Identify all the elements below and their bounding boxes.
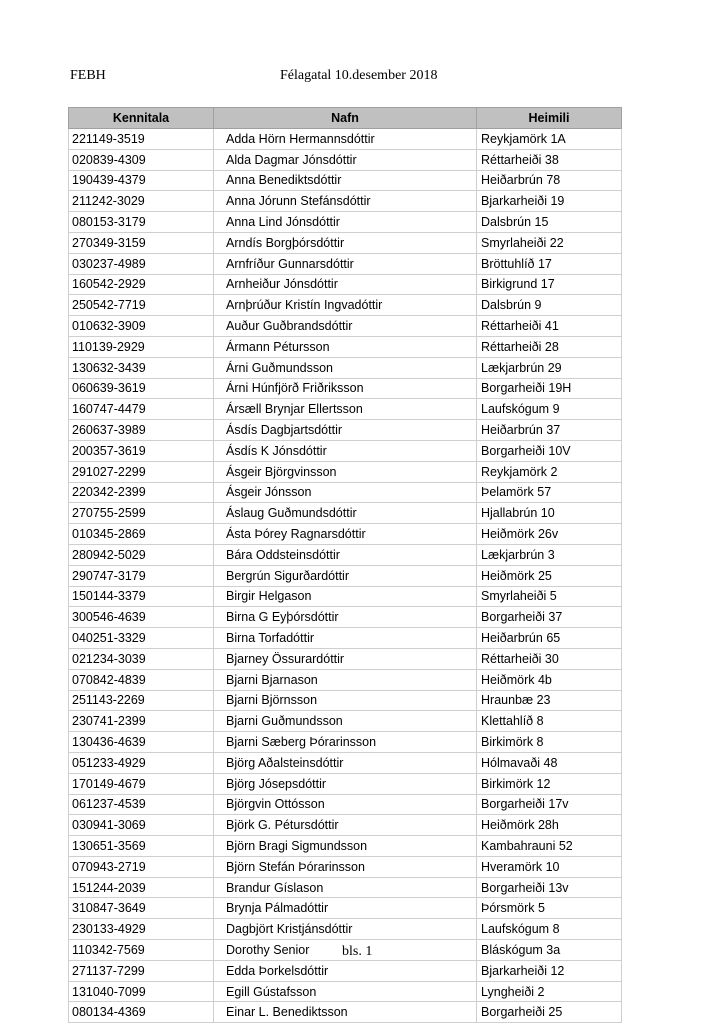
kennitala-cell: 131040-7099 (69, 981, 214, 1002)
kennitala-cell: 130436-4639 (69, 732, 214, 753)
table-row (69, 565, 622, 586)
name-cell: Auður Guðbrandsdóttir (214, 316, 477, 337)
address-cell: Smyrlaheiði 5 (477, 586, 622, 607)
name-cell: Árni Guðmundsson (214, 357, 477, 378)
kennitala-cell: 130632-3439 (69, 357, 214, 378)
kennitala-cell: 030237-4989 (69, 253, 214, 274)
kennitala-cell: 220342-2399 (69, 482, 214, 503)
table-row (69, 191, 622, 212)
table-row (69, 336, 622, 357)
address-cell: Heiðarbrún 78 (477, 170, 622, 191)
name-cell: Bára Oddsteinsdóttir (214, 544, 477, 565)
kennitala-cell: 221149-3519 (69, 129, 214, 150)
table-row (69, 274, 622, 295)
table-row (69, 461, 622, 482)
table-row (69, 316, 622, 337)
name-cell: Ásta Þórey Ragnarsdóttir (214, 524, 477, 545)
table-row (69, 628, 622, 649)
name-cell: Arndís Borgþórsdóttir (214, 232, 477, 253)
address-cell: Dalsbrún 15 (477, 212, 622, 233)
table-row (69, 232, 622, 253)
kennitala-cell: 290747-3179 (69, 565, 214, 586)
name-cell: Björn Stefán Þórarinsson (214, 856, 477, 877)
table-row (69, 773, 622, 794)
address-cell: Dalsbrún 9 (477, 295, 622, 316)
member-table (68, 107, 622, 1023)
kennitala-cell: 271137-7299 (69, 960, 214, 981)
address-cell: Laufskógum 9 (477, 399, 622, 420)
address-cell: Reykjamörk 1A (477, 129, 622, 150)
member-table-header (69, 108, 622, 129)
name-cell: Brandur Gíslason (214, 877, 477, 898)
name-cell: Einar L. Benediktsson (214, 1002, 477, 1023)
kennitala-cell: 211242-3029 (69, 191, 214, 212)
table-row (69, 357, 622, 378)
kennitala-cell: 310847-3649 (69, 898, 214, 919)
address-cell: Þórsmörk 5 (477, 898, 622, 919)
address-cell: Lækjarbrún 3 (477, 544, 622, 565)
address-cell: Bjarkarheiði 12 (477, 960, 622, 981)
kennitala-cell: 030941-3069 (69, 815, 214, 836)
kennitala-cell: 080134-4369 (69, 1002, 214, 1023)
address-cell: Réttarheiði 30 (477, 648, 622, 669)
name-cell: Birna Torfadóttir (214, 628, 477, 649)
name-cell: Árni Húnfjörð Friðriksson (214, 378, 477, 399)
table-row (69, 586, 622, 607)
address-cell: Bjarkarheiði 19 (477, 191, 622, 212)
address-cell: Lyngheiði 2 (477, 981, 622, 1002)
kennitala-cell: 170149-4679 (69, 773, 214, 794)
kennitala-cell: 110342-7569 (69, 940, 214, 961)
table-row (69, 399, 622, 420)
table-row (69, 482, 622, 503)
table-row (69, 170, 622, 191)
kennitala-cell: 160747-4479 (69, 399, 214, 420)
kennitala-cell: 110139-2929 (69, 336, 214, 357)
address-cell: Lækjarbrún 29 (477, 357, 622, 378)
table-row (69, 378, 622, 399)
address-cell: Borgarheiði 19H (477, 378, 622, 399)
address-cell: Birkimörk 12 (477, 773, 622, 794)
name-cell: Alda Dagmar Jónsdóttir (214, 149, 477, 170)
table-row (69, 129, 622, 150)
kennitala-cell: 070842-4839 (69, 669, 214, 690)
kennitala-cell: 020839-4309 (69, 149, 214, 170)
address-cell: Réttarheiði 38 (477, 149, 622, 170)
address-cell: Bláskógum 3a (477, 940, 622, 961)
name-cell: Ásgeir Jónsson (214, 482, 477, 503)
name-cell: Áslaug Guðmundsdóttir (214, 503, 477, 524)
table-row (69, 919, 622, 940)
table-row (69, 420, 622, 441)
name-cell: Birgir Helgason (214, 586, 477, 607)
kennitala-cell: 270755-2599 (69, 503, 214, 524)
table-row (69, 981, 622, 1002)
table-row (69, 690, 622, 711)
table-row (69, 524, 622, 545)
address-cell: Heiðmörk 26v (477, 524, 622, 545)
table-row (69, 815, 622, 836)
address-cell: Heiðmörk 4b (477, 669, 622, 690)
table-row (69, 898, 622, 919)
kennitala-cell: 200357-3619 (69, 440, 214, 461)
table-row (69, 253, 622, 274)
member-table-body (69, 129, 622, 1023)
column-header-nafn: Nafn (214, 108, 477, 129)
kennitala-cell: 061237-4539 (69, 794, 214, 815)
table-row (69, 836, 622, 857)
header-row (69, 108, 622, 129)
column-header-heimili: Heimili (477, 108, 622, 129)
kennitala-cell: 190439-4379 (69, 170, 214, 191)
kennitala-cell: 070943-2719 (69, 856, 214, 877)
kennitala-cell: 060639-3619 (69, 378, 214, 399)
address-cell: Reykjamörk 2 (477, 461, 622, 482)
kennitala-cell: 150144-3379 (69, 586, 214, 607)
name-cell: Bjarni Sæberg Þórarinsson (214, 732, 477, 753)
address-cell: Bröttuhlíð 17 (477, 253, 622, 274)
kennitala-cell: 250542-7719 (69, 295, 214, 316)
kennitala-cell: 260637-3989 (69, 420, 214, 441)
address-cell: Réttarheiði 41 (477, 316, 622, 337)
name-cell: Arnheiður Jónsdóttir (214, 274, 477, 295)
name-cell: Dorothy Senior (214, 940, 477, 961)
address-cell: Birkimörk 8 (477, 732, 622, 753)
page-number: bls. 1 (342, 944, 373, 959)
address-cell: Heiðarbrún 65 (477, 628, 622, 649)
address-cell: Hólmavaði 48 (477, 752, 622, 773)
name-cell: Björn Bragi Sigmundsson (214, 836, 477, 857)
address-cell: Heiðarbrún 37 (477, 420, 622, 441)
name-cell: Brynja Pálmadóttir (214, 898, 477, 919)
kennitala-cell: 151244-2039 (69, 877, 214, 898)
table-row (69, 669, 622, 690)
column-header-kennitala: Kennitala (69, 108, 214, 129)
address-cell: Þelamörk 57 (477, 482, 622, 503)
address-cell: Birkigrund 17 (477, 274, 622, 295)
address-cell: Borgarheiði 17v (477, 794, 622, 815)
organization-name: FEBH (70, 68, 106, 83)
table-row (69, 544, 622, 565)
name-cell: Arnfríður Gunnarsdóttir (214, 253, 477, 274)
table-row (69, 648, 622, 669)
table-row (69, 752, 622, 773)
kennitala-cell: 051233-4929 (69, 752, 214, 773)
address-cell: Réttarheiði 28 (477, 336, 622, 357)
address-cell: Laufskógum 8 (477, 919, 622, 940)
address-cell: Kambahrauni 52 (477, 836, 622, 857)
table-row (69, 877, 622, 898)
table-row (69, 149, 622, 170)
table-row (69, 711, 622, 732)
name-cell: Arnþrúður Kristín Ingvadóttir (214, 295, 477, 316)
table-row (69, 503, 622, 524)
table-row (69, 295, 622, 316)
name-cell: Björgvin Ottósson (214, 794, 477, 815)
kennitala-cell: 040251-3329 (69, 628, 214, 649)
kennitala-cell: 130651-3569 (69, 836, 214, 857)
kennitala-cell: 300546-4639 (69, 607, 214, 628)
table-row (69, 856, 622, 877)
kennitala-cell: 080153-3179 (69, 212, 214, 233)
name-cell: Egill Gústafsson (214, 981, 477, 1002)
address-cell: Klettahlíð 8 (477, 711, 622, 732)
table-row (69, 212, 622, 233)
name-cell: Anna Benediktsdóttir (214, 170, 477, 191)
kennitala-cell: 251143-2269 (69, 690, 214, 711)
name-cell: Bjarni Björnsson (214, 690, 477, 711)
table-row (69, 1002, 622, 1023)
kennitala-cell: 230741-2399 (69, 711, 214, 732)
name-cell: Ásdís Dagbjartsdóttir (214, 420, 477, 441)
kennitala-cell: 010632-3909 (69, 316, 214, 337)
document-title: Félagatal 10.desember 2018 (280, 68, 438, 83)
kennitala-cell: 010345-2869 (69, 524, 214, 545)
table-row (69, 607, 622, 628)
address-cell: Hraunbæ 23 (477, 690, 622, 711)
name-cell: Björg Jósepsdóttir (214, 773, 477, 794)
address-cell: Hjallabrún 10 (477, 503, 622, 524)
name-cell: Bjarni Bjarnason (214, 669, 477, 690)
name-cell: Bergrún Sigurðardóttir (214, 565, 477, 586)
name-cell: Adda Hörn Hermannsdóttir (214, 129, 477, 150)
address-cell: Smyrlaheiði 22 (477, 232, 622, 253)
name-cell: Anna Jórunn Stefánsdóttir (214, 191, 477, 212)
table-row (69, 732, 622, 753)
name-cell: Ásdís K Jónsdóttir (214, 440, 477, 461)
table-row (69, 960, 622, 981)
address-cell: Borgarheiði 13v (477, 877, 622, 898)
name-cell: Birna G Eyþórsdóttir (214, 607, 477, 628)
kennitala-cell: 160542-2929 (69, 274, 214, 295)
name-cell: Edda Þorkelsdóttir (214, 960, 477, 981)
name-cell: Björk G. Pétursdóttir (214, 815, 477, 836)
name-cell: Bjarni Guðmundsson (214, 711, 477, 732)
name-cell: Dagbjört Kristjánsdóttir (214, 919, 477, 940)
address-cell: Borgarheiði 25 (477, 1002, 622, 1023)
name-cell: Björg Aðalsteinsdóttir (214, 752, 477, 773)
name-cell: Ármann Pétursson (214, 336, 477, 357)
name-cell: Bjarney Össurardóttir (214, 648, 477, 669)
name-cell: Anna Lind Jónsdóttir (214, 212, 477, 233)
address-cell: Borgarheiði 37 (477, 607, 622, 628)
name-cell: Ásgeir Björgvinsson (214, 461, 477, 482)
kennitala-cell: 270349-3159 (69, 232, 214, 253)
kennitala-cell: 021234-3039 (69, 648, 214, 669)
address-cell: Hveramörk 10 (477, 856, 622, 877)
address-cell: Heiðmörk 28h (477, 815, 622, 836)
table-row (69, 440, 622, 461)
name-cell: Ársæll Brynjar Ellertsson (214, 399, 477, 420)
kennitala-cell: 291027-2299 (69, 461, 214, 482)
kennitala-cell: 230133-4929 (69, 919, 214, 940)
address-cell: Borgarheiði 10V (477, 440, 622, 461)
table-row (69, 794, 622, 815)
address-cell: Heiðmörk 25 (477, 565, 622, 586)
kennitala-cell: 280942-5029 (69, 544, 214, 565)
